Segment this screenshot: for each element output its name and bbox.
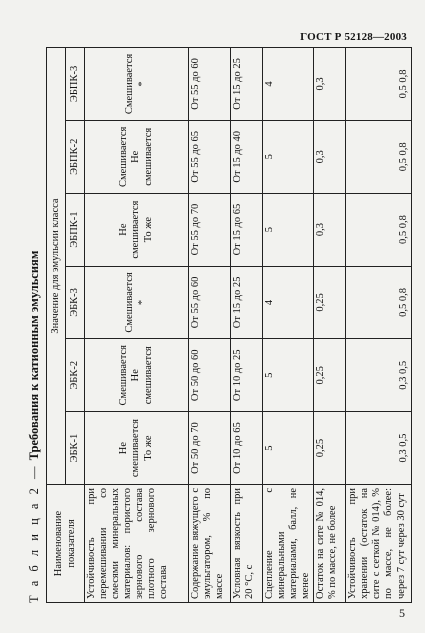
table-cell: 5 xyxy=(263,339,314,412)
class-header: ЭБК-2 xyxy=(66,339,85,412)
row-label: Устойчивость при перемешивании со смесями минеральных материалов: пористого зернового состава плотного зернового состава xyxy=(85,485,189,603)
page-number: 5 xyxy=(399,606,405,620)
table-cell: От 55 до 65 xyxy=(189,120,231,193)
row-label: Устойчивость при хранении (остаток на сите с сеткой № 014), % по массе, не более: через 7 сут через 30 сут xyxy=(346,485,412,603)
document-header: ГОСТ Р 52128—2003 xyxy=(300,31,407,43)
table-cell: 0,5 0,8 xyxy=(346,48,412,121)
rotated-table-block xyxy=(22,43,412,603)
table-cell: От 15 до 40 xyxy=(231,120,263,193)
table-cell: 5 xyxy=(263,193,314,266)
row-label: Условная вязкость при 20 °С, с xyxy=(231,485,263,603)
table-cell: От 50 до 70 xyxy=(189,412,231,485)
table-cell: 0,5 0,8 xyxy=(346,193,412,266)
table-cell: От 55 до 60 xyxy=(189,266,231,339)
table-cell: От 10 до 25 xyxy=(231,339,263,412)
table-cell: 0,3 xyxy=(314,193,346,266)
table-cell: Смешивается * xyxy=(85,266,189,339)
table-cell: От 15 до 65 xyxy=(231,193,263,266)
table-cell: 5 xyxy=(263,120,314,193)
table-caption xyxy=(22,43,46,603)
table-cell: От 55 до 70 xyxy=(189,193,231,266)
table-cell: 0,25 xyxy=(314,339,346,412)
caption-prefix: Т а б л и ц а 2 — xyxy=(27,463,41,603)
table-row xyxy=(231,48,263,603)
table-cell: Смешивается Не смешивается xyxy=(85,120,189,193)
table-cell: 0,25 xyxy=(314,266,346,339)
table-cell: 0,25 xyxy=(314,412,346,485)
table-cell: 4 xyxy=(263,266,314,339)
group-header: Значение для эмульсии класса xyxy=(47,48,66,485)
table-row xyxy=(346,48,412,603)
row-label: Остаток на сите № 014, % по массе, не более xyxy=(314,485,346,603)
table-cell: Смешивается Не смешивается xyxy=(85,339,189,412)
table-cell: 0,3 0,5 xyxy=(346,412,412,485)
class-header: ЭБПК-3 xyxy=(66,48,85,121)
caption-title: Требования к катионным эмульсиям xyxy=(27,250,41,461)
table-cell: От 10 до 65 xyxy=(231,412,263,485)
table-cell: От 15 до 25 xyxy=(231,48,263,121)
table-cell: Не смешивается То же xyxy=(85,412,189,485)
table-row xyxy=(263,48,314,603)
table-cell: От 55 до 60 xyxy=(189,48,231,121)
class-header: ЭБК-1 xyxy=(66,412,85,485)
class-header: ЭБПК-1 xyxy=(66,193,85,266)
table-cell: От 50 до 60 xyxy=(189,339,231,412)
table-cell: 0,3 xyxy=(314,48,346,121)
table-cell: 5 xyxy=(263,412,314,485)
row-label: Сцепление с минеральными материалами, балл, не менее xyxy=(263,485,314,603)
class-header: ЭБПК-2 xyxy=(66,120,85,193)
table-cell: От 15 до 25 xyxy=(231,266,263,339)
table-cell: 0,5 0,8 xyxy=(346,266,412,339)
table-row xyxy=(189,48,231,603)
table-row xyxy=(85,48,189,603)
table-cell: 0,3 xyxy=(314,120,346,193)
table-cell: Смешивается * xyxy=(85,48,189,121)
table-row xyxy=(314,48,346,603)
row-label: Содержание вяжущего с эмульгатором, % по массе xyxy=(189,485,231,603)
class-header: ЭБК-3 xyxy=(66,266,85,339)
requirements-table xyxy=(46,47,412,603)
table-cell: 0,5 0,8 xyxy=(346,120,412,193)
col-header-indicator: Наименование показателя xyxy=(47,485,85,603)
table-cell: 4 xyxy=(263,48,314,121)
table-cell: 0,3 0,5 xyxy=(346,339,412,412)
table-cell: Не смешивается То же xyxy=(85,193,189,266)
